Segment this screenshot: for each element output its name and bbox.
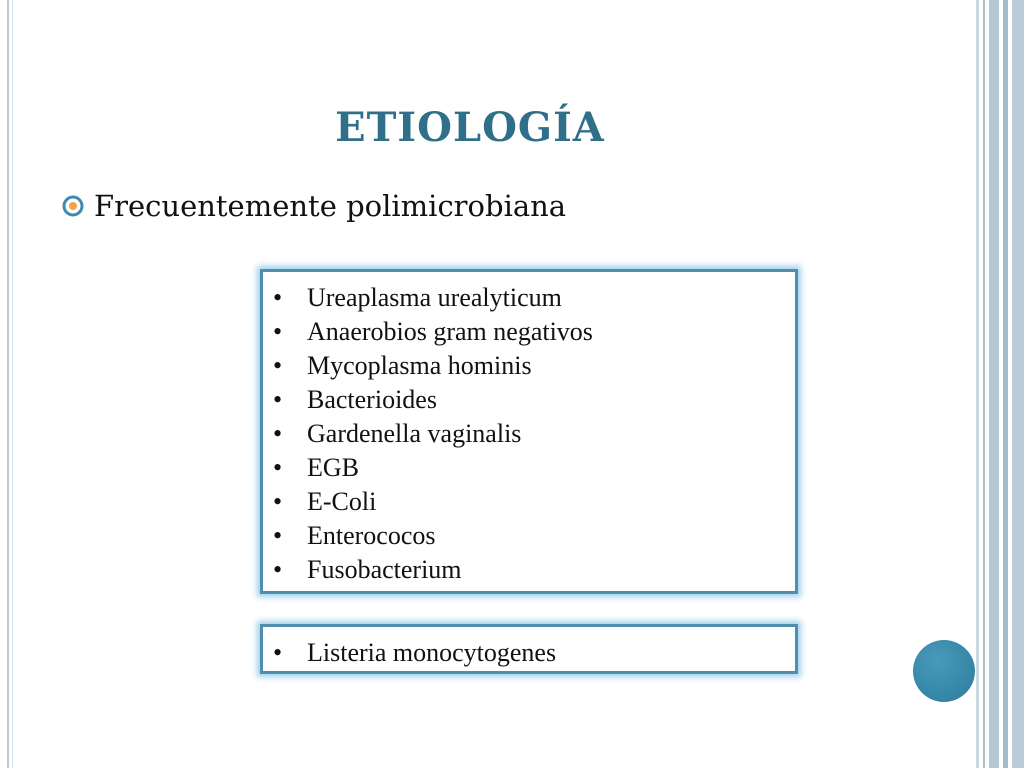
list-item-text: E-Coli [307, 487, 377, 516]
list-item-text: Ureaplasma urealyticum [307, 283, 562, 312]
list-item [271, 281, 593, 315]
bullet-dot: • [273, 351, 283, 380]
right-stripe [976, 0, 979, 768]
right-stripe [989, 0, 999, 768]
bullet-dot: • [273, 638, 283, 667]
bullet-dot: • [273, 487, 283, 516]
bullet-dot: • [273, 419, 283, 448]
list-item-text: Listeria monocytogenes [307, 638, 557, 667]
bullet-dot: • [273, 555, 283, 584]
bullet-dot: • [273, 385, 283, 414]
right-stripe [983, 0, 985, 768]
decorative-circle [913, 640, 975, 702]
list-item [271, 383, 593, 417]
list-item [271, 417, 593, 451]
list-item-text: EGB [307, 453, 359, 482]
bullet-dot: • [273, 453, 283, 482]
list-item [271, 553, 593, 587]
list-item [271, 349, 593, 383]
bullet-dot: • [273, 283, 283, 312]
list-item-text: Bacterioides [307, 385, 437, 414]
list-item-text: Mycoplasma hominis [307, 351, 532, 380]
list-item [271, 519, 593, 553]
main-bullet [62, 189, 566, 223]
list-item-text: Enterococos [307, 521, 436, 550]
circle-bullet-icon [62, 195, 84, 217]
organisms-list [271, 281, 593, 587]
list-item [271, 315, 593, 349]
listeria-box [260, 624, 798, 674]
list-item [271, 451, 593, 485]
list-item-text: Gardenella vaginalis [307, 419, 522, 448]
bullet-dot: • [273, 317, 283, 346]
right-stripe [1012, 0, 1024, 768]
organisms-box [260, 269, 798, 594]
list-item [271, 636, 556, 670]
slide-title: ETIOLOGÍA [335, 104, 605, 151]
listeria-list [271, 636, 556, 670]
list-item-text: Anaerobios gram negativos [307, 317, 593, 346]
list-item-text: Fusobacterium [307, 555, 462, 584]
right-stripe [1003, 0, 1008, 768]
list-item [271, 485, 593, 519]
bullet-dot: • [273, 521, 283, 550]
main-bullet-text: Frecuentemente polimicrobiana [94, 189, 567, 223]
